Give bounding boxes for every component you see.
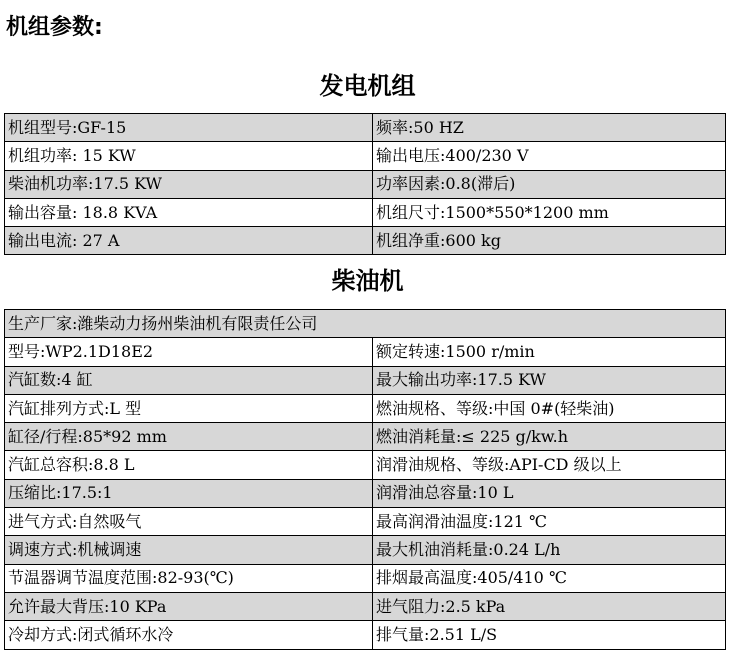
spec-cell: 柴油机功率:17.5 KW [5,170,373,198]
manufacturer-cell: 生产厂家:潍柴动力扬州柴油机有限责任公司 [5,310,726,338]
spec-cell: 缸径/行程:85*92 mm [5,423,373,451]
spec-cell: 输出电压:400/230 V [373,142,726,170]
table-row [5,310,726,338]
spec-cell: 额定转速:1500 r/min [373,338,726,366]
table-row [5,536,726,564]
spec-cell: 机组型号:GF-15 [5,114,373,142]
table-row [5,114,726,142]
spec-cell: 进气阻力:2.5 kPa [373,592,726,620]
spec-cell: 调速方式:机械调速 [5,536,373,564]
spec-cell: 最大输出功率:17.5 KW [373,366,726,394]
engine-section-title: 柴油机 [331,267,404,295]
table-row [5,170,726,198]
table-row [5,198,726,226]
spec-cell: 输出容量: 18.8 KVA [5,198,373,226]
spec-cell: 润滑油规格、等级:API-CD 级以上 [373,451,726,479]
table-row [5,621,726,649]
spec-cell: 进气方式:自然吸气 [5,508,373,536]
spec-cell: 功率因素:0.8(滞后) [373,170,726,198]
spec-cell: 排烟最高温度:405/410 ℃ [373,564,726,592]
spec-cell: 冷却方式:闭式循环水冷 [5,621,373,649]
table-row [5,366,726,394]
table-row [5,227,726,255]
table-row [5,479,726,507]
spec-cell: 型号:WP2.1D18E2 [5,338,373,366]
table-row [5,564,726,592]
spec-cell: 节温器调节温度范围:82-93(℃) [5,564,373,592]
spec-cell: 汽缸总容积:8.8 L [5,451,373,479]
spec-cell: 机组尺寸:1500*550*1200 mm [373,198,726,226]
spec-cell: 汽缸排列方式:L 型 [5,394,373,422]
table-row [5,394,726,422]
spec-cell: 允许最大背压:10 KPa [5,592,373,620]
page-heading: 机组参数: [6,15,103,40]
spec-cell: 机组净重:600 kg [373,227,726,255]
spec-cell: 输出电流: 27 A [5,227,373,255]
spec-cell: 汽缸数:4 缸 [5,366,373,394]
generator-section-title: 发电机组 [319,72,416,100]
spec-cell: 燃油规格、等级:中国 0#(轻柴油) [373,394,726,422]
table-row [5,142,726,170]
generator-spec-table [4,113,726,255]
spec-cell: 频率:50 HZ [373,114,726,142]
table-row [5,423,726,451]
spec-cell: 最大机油消耗量:0.24 L/h [373,536,726,564]
spec-cell: 最高润滑油温度:121 ℃ [373,508,726,536]
spec-cell: 排气量:2.51 L/S [373,621,726,649]
spec-cell: 燃油消耗量:≤ 225 g/kw.h [373,423,726,451]
spec-cell: 润滑油总容量:10 L [373,479,726,507]
table-row [5,592,726,620]
spec-cell: 压缩比:17.5:1 [5,479,373,507]
table-row [5,338,726,366]
table-row [5,451,726,479]
spec-cell: 机组功率: 15 KW [5,142,373,170]
engine-spec-table [4,309,726,650]
table-row [5,508,726,536]
